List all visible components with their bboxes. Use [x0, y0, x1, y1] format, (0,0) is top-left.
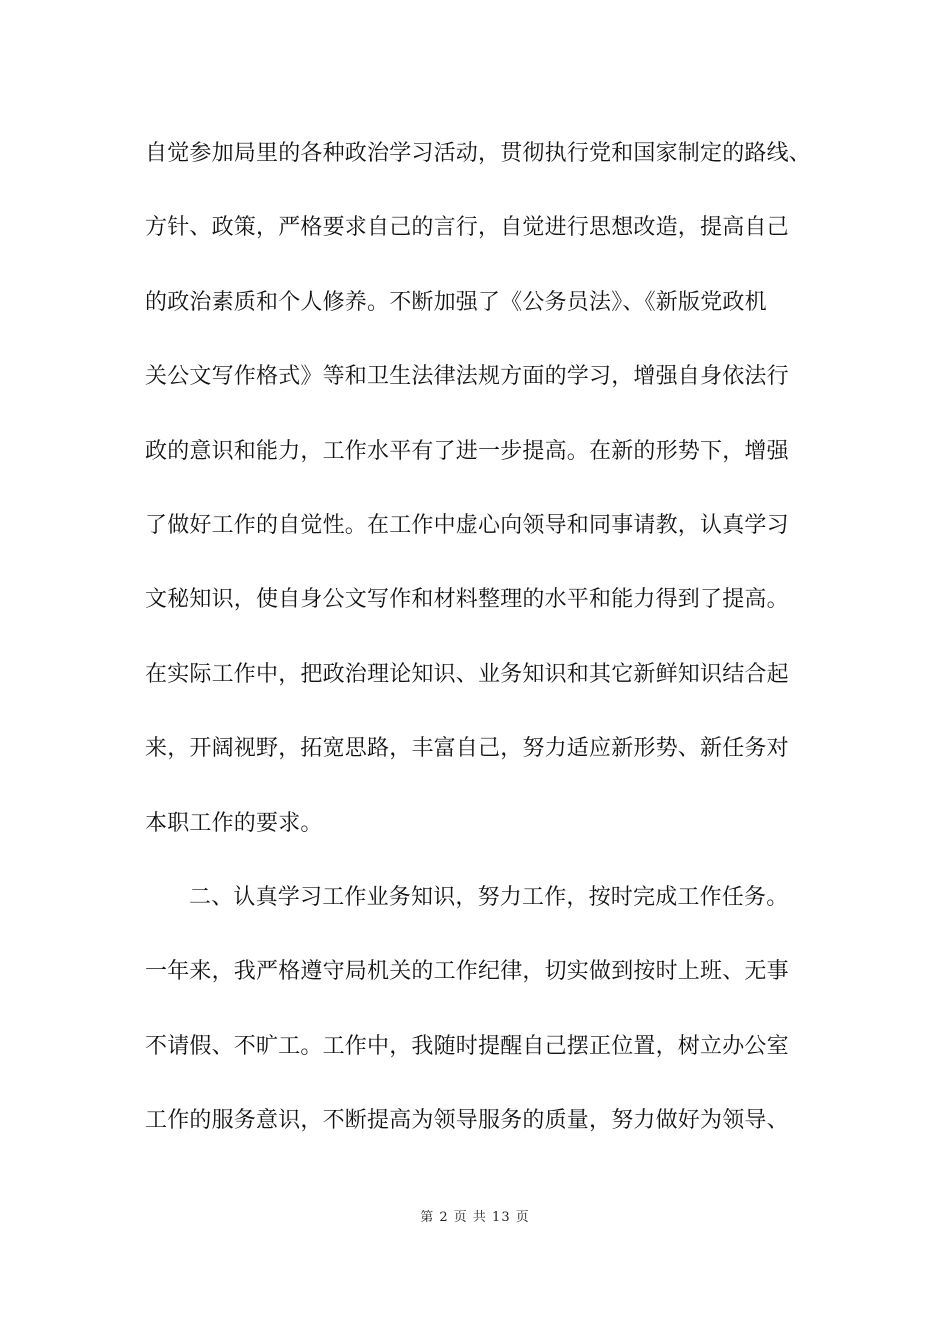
paragraph-1-line-3: 的政治素质和个人修养。不断加强了《公务员法》、《新版党政机 — [145, 289, 767, 315]
paragraph-2-line-2: 一年来，我严格遵守局机关的工作纪律，切实做到按时上班、无事 — [145, 959, 789, 985]
document-body — [145, 134, 845, 1175]
paragraph-1-line-4: 关公文写作格式》等和卫生法律法规方面的学习，增强自身依法行 — [145, 364, 789, 390]
section-heading-2: 二、认真学习工作业务知识，努力工作，按时完成工作任务。 — [189, 884, 789, 910]
paragraph-1-line-7: 文秘知识，使自身公文写作和材料整理的水平和能力得到了提高。 — [145, 587, 789, 613]
paragraph-1-line-10: 本职工作的要求。 — [145, 810, 323, 836]
paragraph-2-line-4: 工作的服务意识，不断提高为领导服务的质量，努力做好为领导、 — [145, 1108, 789, 1134]
paragraph-1-line-8: 在实际工作中，把政治理论知识、业务知识和其它新鲜知识结合起 — [145, 661, 789, 687]
paragraph-1-line-6: 了做好工作的自觉性。在工作中虚心向领导和同事请教，认真学习 — [145, 512, 789, 538]
paragraph-1-line-1: 自觉参加局里的各种政治学习活动，贯彻执行党和国家制定的路线、 — [145, 141, 812, 166]
paragraph-2-line-3: 不请假、不旷工。工作中，我随时提醒自己摆正位置，树立办公室 — [145, 1033, 789, 1059]
page-number-footer: 第 2 页 共 13 页 — [420, 1210, 530, 1225]
paragraph-1-line-5: 政的意识和能力，工作水平有了进一步提高。在新的形势下，增强 — [145, 438, 789, 464]
paragraph-1-line-9: 来，开阔视野，拓宽思路，丰富自己，努力适应新形势、新任务对 — [145, 736, 789, 762]
paragraph-1-line-2: 方针、政策，严格要求自己的言行，自觉进行思想改造，提高自己 — [145, 215, 789, 241]
